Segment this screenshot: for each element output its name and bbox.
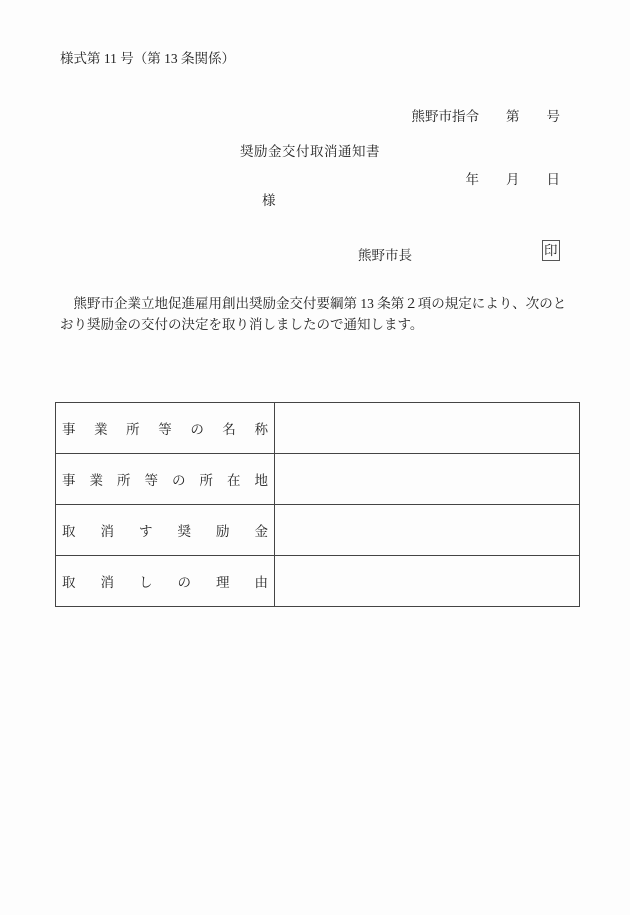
- row-label-cell: [56, 454, 275, 504]
- form-number-label: 様式第 11 号（第 13 条関係）: [60, 51, 235, 66]
- table-row: [56, 504, 579, 555]
- document-title: 奨励金交付取消通知書: [240, 144, 380, 159]
- row-value-cell: [275, 403, 579, 453]
- body-line-1: 熊野市企業立地促進雇用創出奨励金交付要綱第 13 条第２項の規定により、次のと: [60, 296, 567, 311]
- addressee-honorific: 様: [262, 193, 276, 208]
- seal-stamp-box: 印: [542, 240, 560, 261]
- row-label: 事 業 所 等 の 所 在 地: [62, 473, 268, 488]
- body-line-2: おり奨励金の交付の決定を取り消しましたので通知します。: [60, 317, 424, 332]
- body-paragraph: [60, 293, 572, 335]
- table-row: [56, 453, 579, 504]
- table-row: [56, 403, 579, 453]
- row-label: 取 消 し の 理 由: [62, 575, 268, 590]
- row-label: 事 業 所 等 の 名 称: [62, 422, 268, 437]
- row-label: 取 消 す 奨 励 金: [62, 524, 268, 539]
- row-label-cell: [56, 505, 275, 555]
- directive-number-line: 熊野市指令 第 号: [411, 109, 560, 124]
- issuer-name: 熊野市長: [358, 248, 412, 263]
- row-value-cell: [275, 505, 579, 555]
- table-row: [56, 555, 579, 606]
- notice-table: [55, 402, 580, 607]
- row-label-cell: [56, 556, 275, 606]
- row-value-cell: [275, 556, 579, 606]
- row-value-cell: [275, 454, 579, 504]
- date-line: 年 月 日: [465, 172, 560, 187]
- row-label-cell: [56, 403, 275, 453]
